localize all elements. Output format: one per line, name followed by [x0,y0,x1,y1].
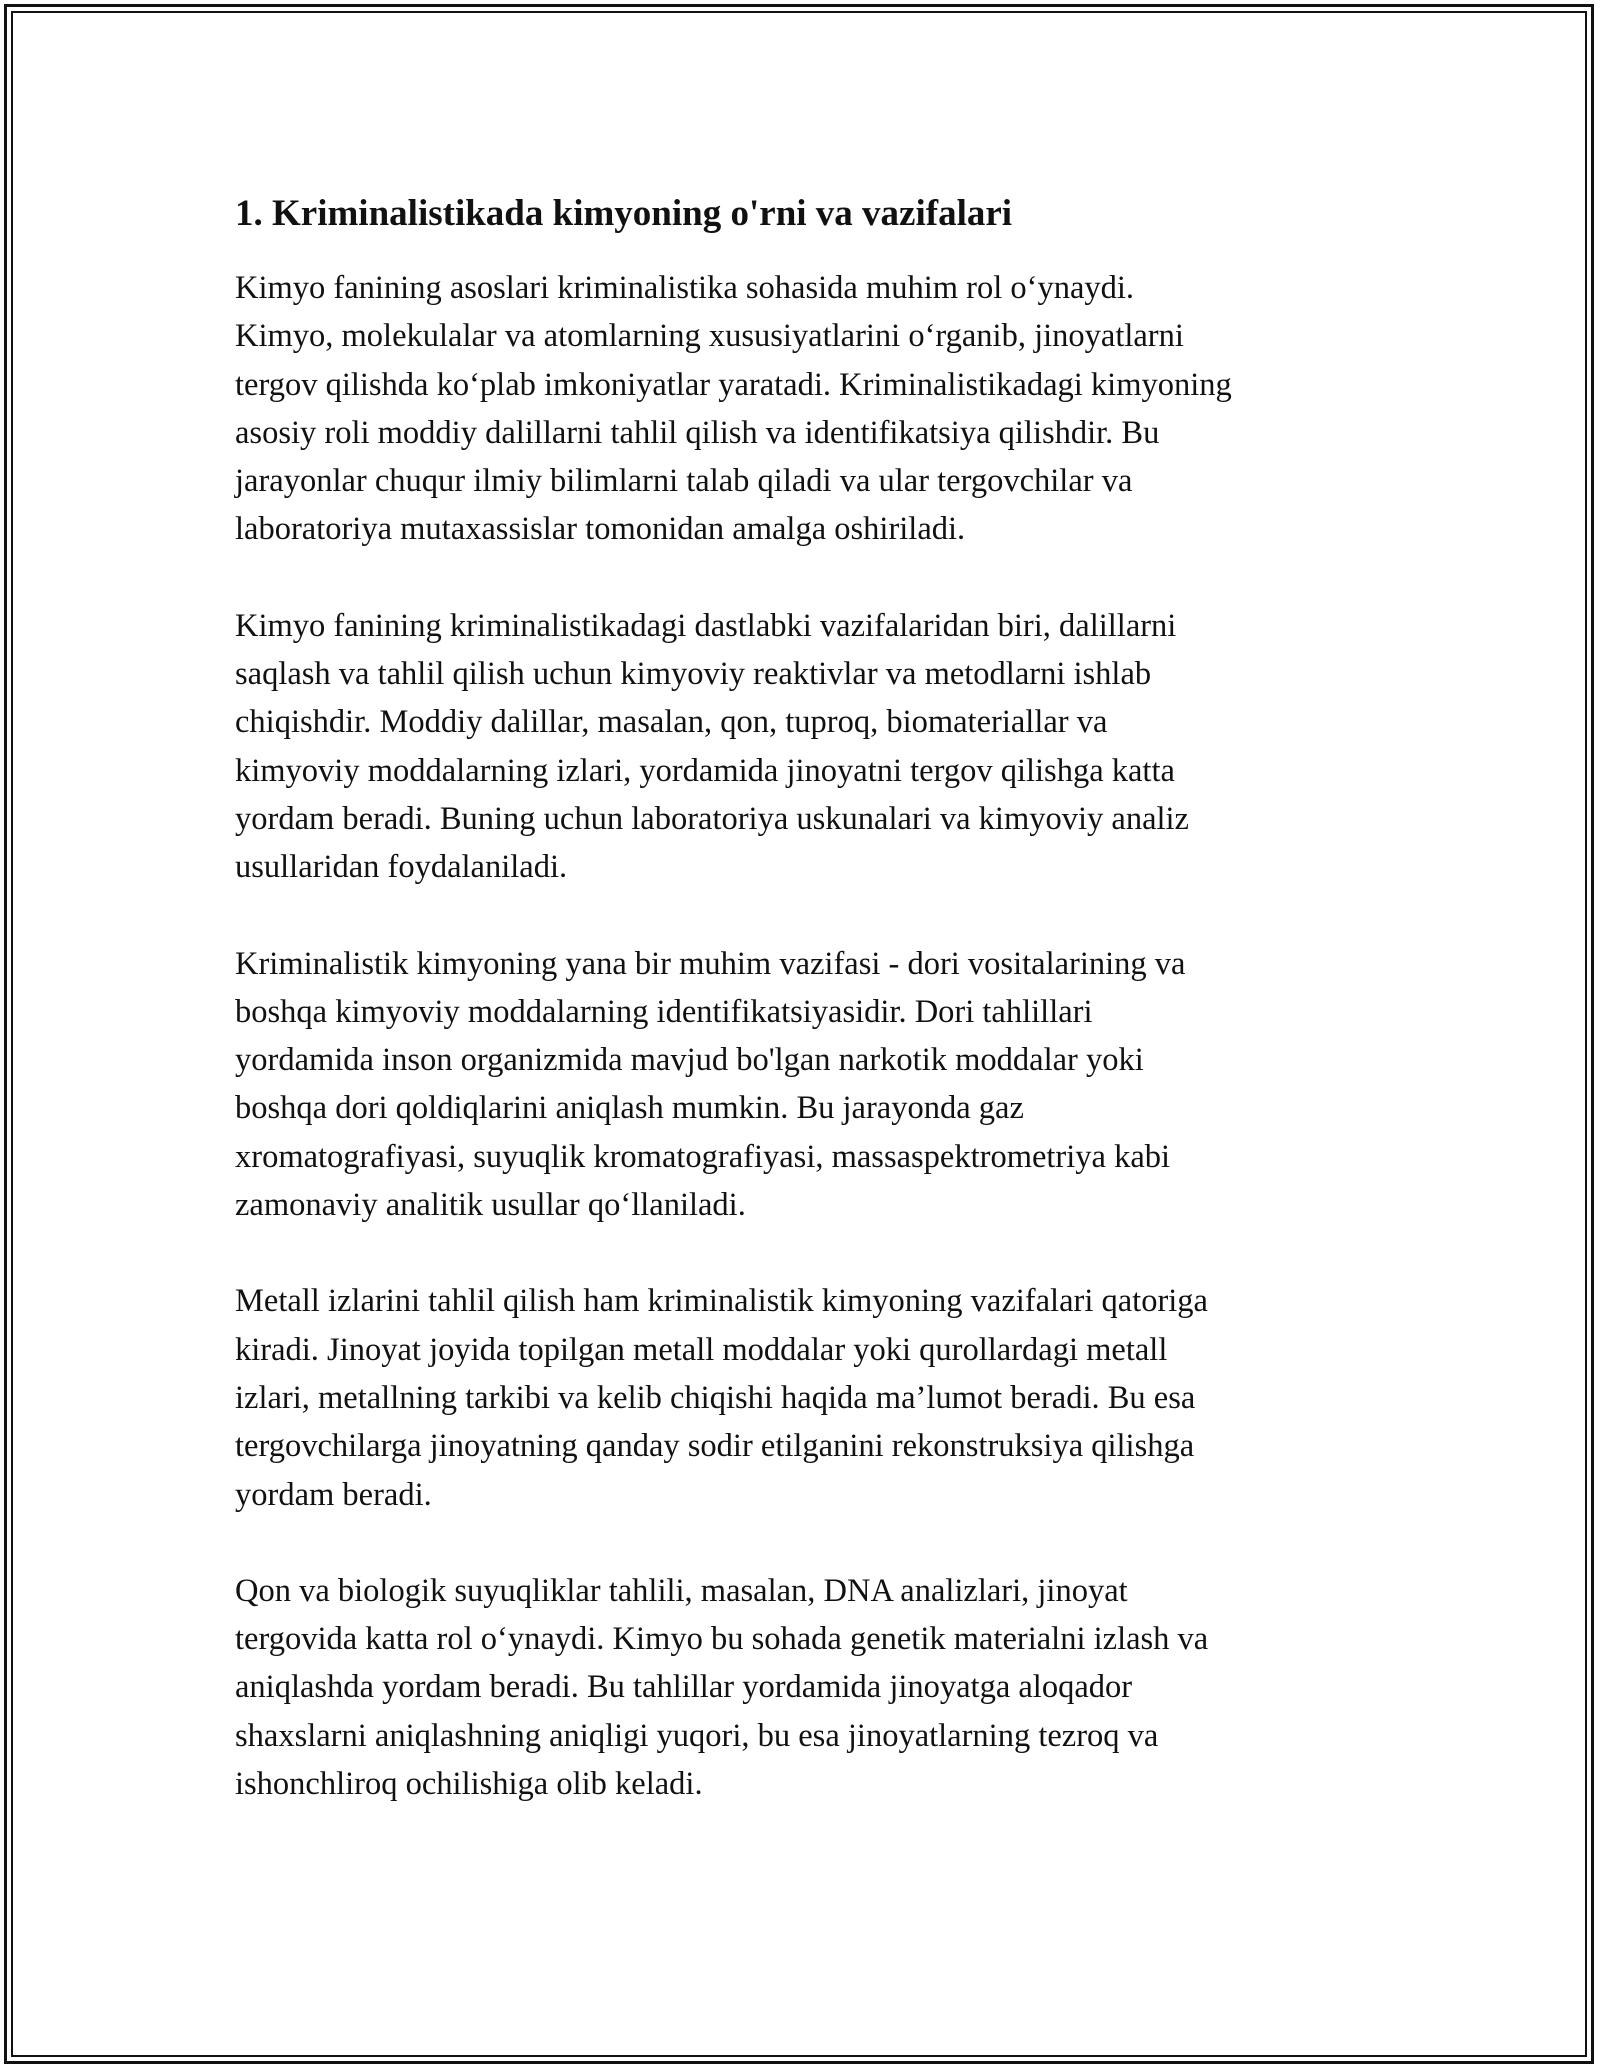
paragraph-3 [235,940,1365,1230]
text-line: laboratoriya mutaxassislar tomonidan amalga oshiriladi. [235,511,966,548]
text-line: yordam beradi. Buning uchun laboratoriya uskunalari va kimyoviy analiz [235,800,1189,837]
text-line: Kimyo, molekulalar va atomlarning xususiyatlarini o‘rganib, jinoyatlarni [235,318,1184,355]
text-line: yordam beradi. [235,1476,432,1513]
text-line: ishonchliroq ochilishiga olib keladi. [235,1766,703,1803]
text-line: boshqa kimyoviy moddalarning identifikatsiyasidir. Dori tahlillari [235,993,1093,1030]
text-line: Kimyo fanining kriminalistikadagi dastlabki vazifalaridan biri, dalillarni [235,607,1177,644]
text-line: Kriminalistik kimyoning yana bir muhim vazifasi - dori vositalarining va [235,945,1186,982]
paragraph-5 [235,1567,1365,1808]
text-line: tergov qilishda ko‘plab imkoniyatlar yaratadi. Kriminalistikadagi kimyoning [235,366,1232,403]
text-line: yordamida inson organizmida mavjud bo'lgan narkotik moddalar yoki [235,1042,1144,1079]
text-line: asosiy roli moddiy dalillarni tahlil qilish va identifikatsiya qilishdir. Bu [235,414,1160,451]
page-title: 1. Kriminalistikada kimyoning o'rni va vazifalari [235,193,1013,234]
text-line: tergovida katta rol o‘ynaydi. Kimyo bu sohada genetik materialni izlash va [235,1621,1209,1658]
paragraph-2 [235,602,1365,892]
text-line: Qon va biologik suyuqliklar tahlili, masalan, DNA analizlari, jinoyat [235,1572,1128,1609]
document-body [235,186,1365,1856]
text-line: kiradi. Jinoyat joyida topilgan metall moddalar yoki qurollardagi metall [235,1331,1168,1368]
text-line: Kimyo fanining asoslari kriminalistika sohasida muhim rol o‘ynaydi. [235,270,1135,306]
text-line: jarayonlar chuqur ilmiy bilimlarni talab qiladi va ular tergovchilar va [235,463,1133,500]
paragraph-4 [235,1277,1365,1518]
text-line: usullaridan foydalaniladi. [235,849,568,886]
text-line: zamonaviy analitik usullar qo‘llaniladi. [235,1187,746,1224]
text-line: tergovchilarga jinoyatning qanday sodir etilganini rekonstruksiya qilishga [235,1428,1195,1465]
paragraph-1 [235,264,1365,554]
text-line: shaxslarni aniqlashning aniqligi yuqori, bu esa jinoyatlarning tezroq va [235,1717,1159,1754]
text-line: saqlash va tahlil qilish uchun kimyoviy reaktivlar va metodlarni ishlab [235,656,1152,693]
text-line: xromatografiyasi, suyuqlik kromatografiyasi, massaspektrometriya kabi [235,1138,1171,1175]
text-line: Metall izlarini tahlil qilish ham kriminalistik kimyoning vazifalari qatoriga [235,1283,1208,1320]
text-line: boshqa dori qoldiqlarini aniqlash mumkin. Bu jarayonda gaz [235,1090,1024,1127]
text-line: chiqishdir. Moddiy dalillar, masalan, qon, tuproq, biomateriallar va [235,704,1108,741]
text-line: kimyoviy moddalarning izlari, yordamida jinoyatni tergov qilishga katta [235,752,1175,789]
text-line: izlari, metallning tarkibi va kelib chiqishi haqida ma’lumot beradi. Bu esa [235,1379,1196,1416]
text-line: aniqlashda yordam beradi. Bu tahlillar yordamida jinoyatga aloqador [235,1669,1133,1706]
